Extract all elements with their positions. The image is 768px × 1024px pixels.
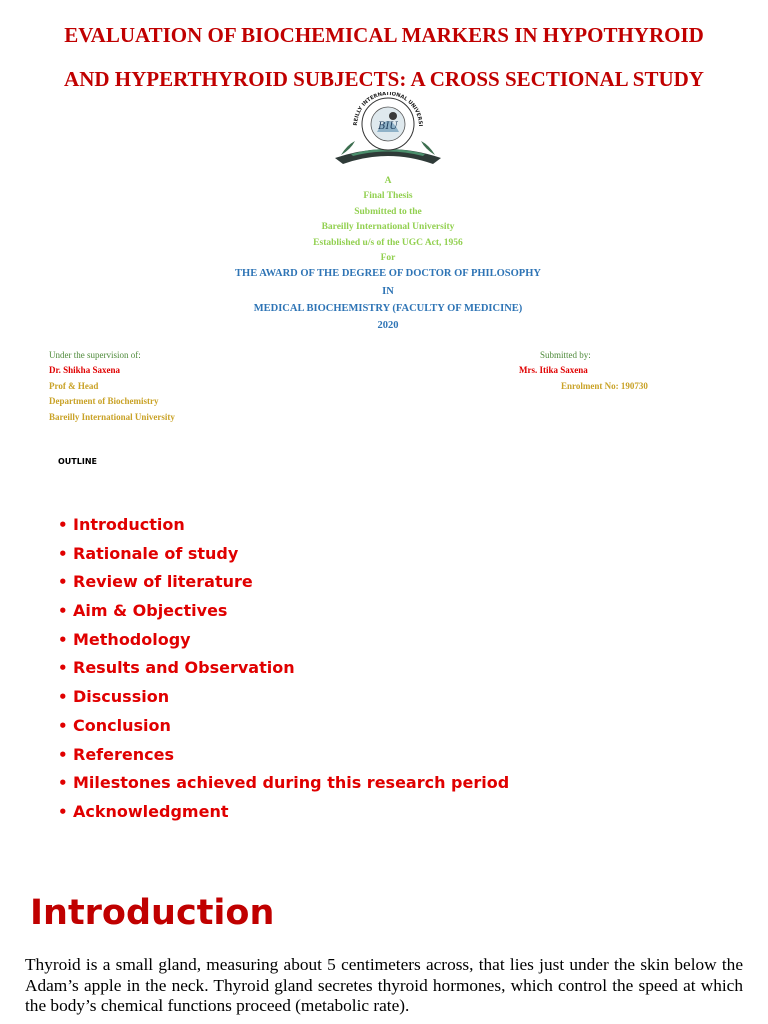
thesis-line-established: Established u/s of the UGC Act, 1956 <box>313 238 463 248</box>
thesis-line-final: Final Thesis <box>363 191 413 201</box>
title-line-2: AND HYPERTHYROID SUBJECTS: A CROSS SECTIONAL STUDY <box>64 67 704 91</box>
seal-arc-text: REILLY INTERNATIONAL UNIVERSI <box>352 92 424 127</box>
outline-item <box>58 742 509 771</box>
outline-item <box>58 684 509 713</box>
bullet-icon: • <box>58 630 68 649</box>
supervision-label: Under the supervision of: <box>49 350 141 360</box>
supervisor-university: Bareilly International University <box>49 412 175 422</box>
outline-item <box>58 655 509 684</box>
outline-item <box>58 770 509 799</box>
outline-item-label: Review of literature <box>73 572 253 592</box>
candidate-name: Mrs. Itika Saxena <box>519 365 588 375</box>
outline-item <box>58 627 509 656</box>
bullet-icon: • <box>58 659 68 678</box>
outline-item-label: Discussion <box>73 687 170 707</box>
bullet-icon: • <box>58 516 68 534</box>
outline-item-label: Conclusion <box>73 715 171 735</box>
introduction-heading: Introduction <box>30 893 275 933</box>
outline-item <box>58 799 509 828</box>
thesis-line-submitted: Submitted to the <box>354 207 422 217</box>
bullet-icon: • <box>58 688 68 707</box>
outline-item <box>58 598 509 627</box>
supervisor-name: Dr. Shikha Saxena <box>49 365 120 375</box>
supervisor-department: Department of Biochemistry <box>49 396 159 406</box>
seal-monogram: BIU <box>378 121 398 132</box>
bullet-icon: • <box>58 774 68 793</box>
candidate-enrolment: Enrolment No: 190730 <box>561 381 648 391</box>
introduction-paragraph: Thyroid is a small gland, measuring about 5 centimeters across, that lies just under the skin below the Adam’s apple in the neck. Thyroid gland secretes thyroid hormones, which control the speed at which the body’s chemical functions proceed (metabolic rate). <box>25 955 743 1015</box>
degree-line-3: MEDICAL BIOCHEMISTRY (FACULTY OF MEDICINE) <box>253 303 523 314</box>
degree-line-1: THE AWARD OF THE DEGREE OF DOCTOR OF PHILOSOPHY <box>235 268 541 279</box>
thesis-line-university: Bareilly International University <box>321 222 455 232</box>
outline-item <box>58 541 509 570</box>
outline-item-label: Milestones achieved during this research period <box>73 773 510 793</box>
outline-item <box>58 569 509 598</box>
bullet-icon: • <box>58 544 68 563</box>
university-seal-icon <box>333 92 443 170</box>
outline-item-label: Methodology <box>73 629 191 649</box>
degree-year: 2020 <box>377 320 399 331</box>
submitted-label: Submitted by: <box>540 350 591 360</box>
title-line-1: EVALUATION OF BIOCHEMICAL MARKERS IN HYPOTHYROID <box>64 23 704 47</box>
degree-line-2: IN <box>382 286 394 297</box>
outline-item-label: Aim & Objectives <box>73 601 228 621</box>
bullet-icon: • <box>58 602 68 621</box>
outline-heading: OUTLINE <box>58 457 97 466</box>
outline-item-label: References <box>73 744 174 764</box>
outline-item-label: Introduction <box>73 515 185 534</box>
bullet-icon: • <box>58 802 68 821</box>
outline-item <box>58 512 509 541</box>
outline-list <box>58 512 509 828</box>
thesis-line-a: A <box>384 176 392 186</box>
outline-item-label: Results and Observation <box>73 658 295 678</box>
outline-item-label: Acknowledgment <box>73 801 229 821</box>
supervisor-role: Prof & Head <box>49 381 99 391</box>
outline-item-label: Rationale of study <box>73 543 239 563</box>
thesis-line-for: For <box>380 253 396 263</box>
outline-item <box>58 713 509 742</box>
bullet-icon: • <box>58 745 68 764</box>
seal-graphic <box>333 92 443 170</box>
bullet-icon: • <box>58 573 68 592</box>
bullet-icon: • <box>58 716 68 735</box>
